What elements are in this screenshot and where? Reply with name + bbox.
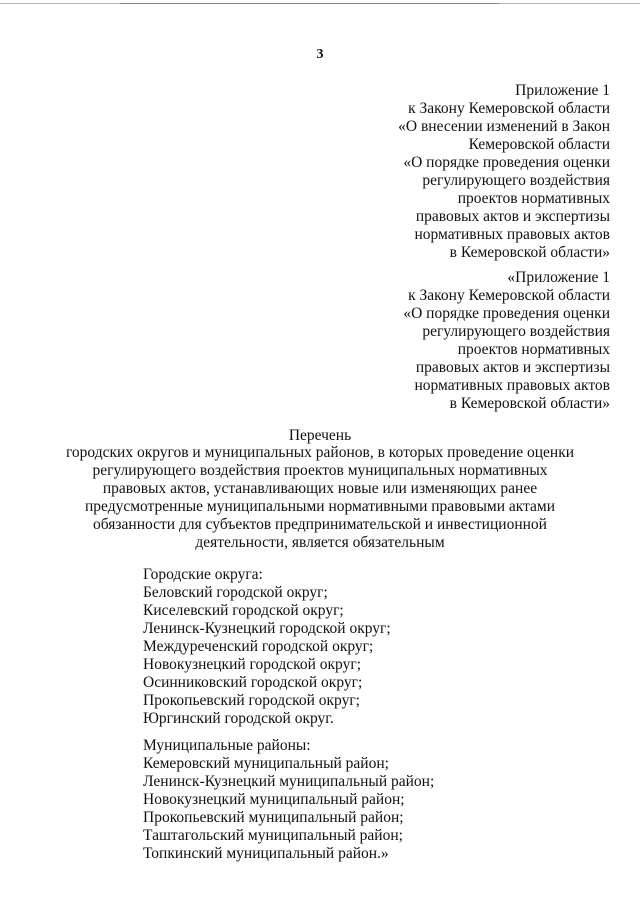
municipal-districts-list xyxy=(143,737,434,863)
appendix-quoted-line: «Приложение 1 xyxy=(507,269,610,286)
list-subtitle-line: предусмотренные муниципальными нормативными правовыми актами xyxy=(84,498,556,515)
top-edge-line-dark xyxy=(120,3,500,4)
list-subtitle-line: регулирующего воздействия проектов муниципальных нормативных xyxy=(92,462,548,479)
list-item: Осинниковский городской округ; xyxy=(143,674,363,691)
appendix-header-line: регулирующего воздействия xyxy=(422,172,610,189)
list-item: Ленинск-Кузнецкий городской округ; xyxy=(143,620,391,637)
appendix-header xyxy=(398,82,610,262)
municipal-districts-heading: Муниципальные районы: xyxy=(143,737,311,754)
list-subtitle-line: обязанности для субъектов предпринимательской и инвестиционной xyxy=(93,516,547,533)
appendix-header-line: Кемеровской области xyxy=(468,136,610,153)
list-item: Прокопьевский городской округ; xyxy=(143,692,360,709)
urban-districts-heading: Городские округа: xyxy=(143,566,263,583)
list-subtitle-line: городских округов и муниципальных районов, в которых проведение оценки xyxy=(65,444,575,461)
appendix-header-line: правовых актов и экспертизы xyxy=(415,208,610,225)
list-item: Междуреченский городской округ; xyxy=(143,638,374,655)
appendix-quoted-line: нормативных правовых актов xyxy=(414,377,610,394)
list-subtitle-line: правовых актов, устанавливающих новые или изменяющих ранее xyxy=(102,480,538,497)
list-item: Ленинск-Кузнецкий муниципальный район; xyxy=(143,773,435,790)
list-item: Киселевский городской округ; xyxy=(143,602,344,619)
list-subtitle-line: деятельности, является обязательным xyxy=(195,534,445,551)
appendix-quoted-line: «О порядке проведения оценки xyxy=(403,305,610,322)
appendix-header-line: проектов нормативных xyxy=(457,190,610,207)
list-item: Топкинский муниципальный район.» xyxy=(143,845,389,862)
list-item: Юргинский городской округ. xyxy=(143,710,334,727)
list-subtitle xyxy=(0,444,640,552)
list-item: Таштагольский муниципальный район; xyxy=(143,827,403,844)
appendix-header-line: к Закону Кемеровской области xyxy=(408,100,610,117)
appendix-header-line: «О порядке проведения оценки xyxy=(403,154,610,171)
appendix-header-line: Приложение 1 xyxy=(515,82,610,99)
list-title: Перечень xyxy=(288,427,352,444)
appendix-quoted-line: в Кемеровской области» xyxy=(449,395,610,412)
appendix-quoted xyxy=(403,269,610,413)
appendix-quoted-line: правовых актов и экспертизы xyxy=(415,359,610,376)
appendix-header-line: в Кемеровской области» xyxy=(449,244,610,261)
appendix-quoted-line: к Закону Кемеровской области xyxy=(408,287,610,304)
list-item: Кемеровский муниципальный район; xyxy=(143,755,389,772)
appendix-header-line: нормативных правовых актов xyxy=(414,226,610,243)
list-item: Беловский городской округ; xyxy=(143,584,328,601)
appendix-header-line: «О внесении изменений в Закон xyxy=(398,118,610,135)
appendix-quoted-line: регулирующего воздействия xyxy=(422,323,610,340)
urban-districts-list xyxy=(143,566,391,728)
list-item: Новокузнецкий муниципальный район; xyxy=(143,791,405,808)
list-item: Новокузнецкий городской округ; xyxy=(143,656,361,673)
list-item: Прокопьевский муниципальный район; xyxy=(143,809,404,826)
page-number: 3 xyxy=(316,47,324,62)
appendix-quoted-line: проектов нормативных xyxy=(457,341,610,358)
